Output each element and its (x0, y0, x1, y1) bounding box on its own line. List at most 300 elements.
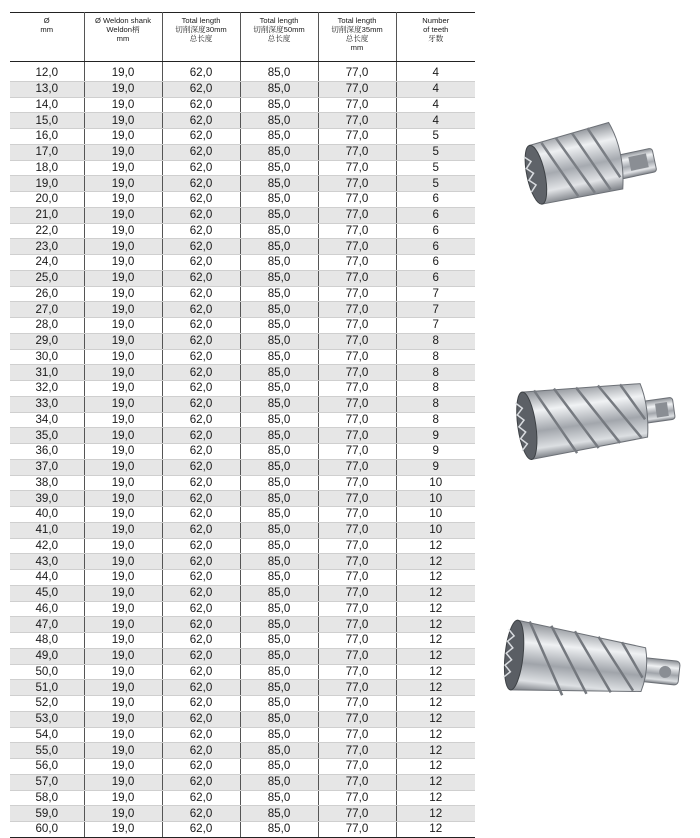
table-row (10, 365, 475, 381)
table-row (10, 585, 475, 601)
cell-total-length-30: 62,0 (162, 412, 240, 428)
cell-diameter: 26,0 (10, 286, 84, 302)
cell-teeth: 4 (396, 97, 475, 113)
table-row (10, 412, 475, 428)
cell-total-length-50: 85,0 (240, 554, 318, 570)
cell-total-length-50: 85,0 (240, 160, 318, 176)
table-row (10, 144, 475, 160)
cell-diameter: 38,0 (10, 475, 84, 491)
cell-weldon-shank: 19,0 (84, 459, 162, 475)
cell-total-length-30: 62,0 (162, 617, 240, 633)
cell-total-length-50: 85,0 (240, 428, 318, 444)
cell-total-length-35: 77,0 (318, 302, 396, 318)
cell-total-length-50: 85,0 (240, 365, 318, 381)
cell-total-length-50: 85,0 (240, 381, 318, 397)
cell-teeth: 12 (396, 727, 475, 743)
header-total-length-50: Total length 切削深度50mm 总长度 (240, 13, 318, 62)
cell-diameter: 51,0 (10, 680, 84, 696)
cell-weldon-shank: 19,0 (84, 144, 162, 160)
cell-total-length-50: 85,0 (240, 97, 318, 113)
cell-weldon-shank: 19,0 (84, 711, 162, 727)
cell-diameter: 34,0 (10, 412, 84, 428)
cell-weldon-shank: 19,0 (84, 333, 162, 349)
cell-weldon-shank: 19,0 (84, 286, 162, 302)
cell-total-length-35: 77,0 (318, 160, 396, 176)
cell-total-length-50: 85,0 (240, 412, 318, 428)
table-row (10, 459, 475, 475)
cell-total-length-30: 62,0 (162, 554, 240, 570)
table-row (10, 428, 475, 444)
cell-weldon-shank: 19,0 (84, 239, 162, 255)
cell-teeth: 6 (396, 207, 475, 223)
cell-diameter: 23,0 (10, 239, 84, 255)
cell-diameter: 58,0 (10, 790, 84, 806)
cell-teeth: 12 (396, 696, 475, 712)
cell-total-length-35: 77,0 (318, 239, 396, 255)
cell-teeth: 12 (396, 743, 475, 759)
cell-weldon-shank: 19,0 (84, 129, 162, 145)
table-row (10, 711, 475, 727)
cell-teeth: 7 (396, 286, 475, 302)
cell-diameter: 25,0 (10, 270, 84, 286)
header-total-length-35: Total length 切削深度35mm 总长度 mm (318, 13, 396, 62)
cell-total-length-50: 85,0 (240, 302, 318, 318)
cell-total-length-30: 62,0 (162, 318, 240, 334)
cell-total-length-30: 62,0 (162, 664, 240, 680)
cell-weldon-shank: 19,0 (84, 428, 162, 444)
cell-diameter: 55,0 (10, 743, 84, 759)
cell-total-length-50: 85,0 (240, 444, 318, 460)
cell-weldon-shank: 19,0 (84, 727, 162, 743)
cell-teeth: 12 (396, 570, 475, 586)
cell-teeth: 6 (396, 223, 475, 239)
table-row (10, 302, 475, 318)
table-row (10, 522, 475, 538)
cell-total-length-35: 77,0 (318, 270, 396, 286)
table-row (10, 333, 475, 349)
cell-diameter: 41,0 (10, 522, 84, 538)
cell-total-length-35: 77,0 (318, 648, 396, 664)
cell-total-length-30: 62,0 (162, 570, 240, 586)
cell-total-length-50: 85,0 (240, 349, 318, 365)
cell-teeth: 4 (396, 81, 475, 97)
cell-total-length-50: 85,0 (240, 176, 318, 192)
table-row (10, 192, 475, 208)
cell-total-length-30: 62,0 (162, 790, 240, 806)
cell-total-length-50: 85,0 (240, 617, 318, 633)
cell-total-length-35: 77,0 (318, 790, 396, 806)
cell-teeth: 5 (396, 129, 475, 145)
cell-diameter: 44,0 (10, 570, 84, 586)
cell-total-length-30: 62,0 (162, 727, 240, 743)
cell-teeth: 5 (396, 176, 475, 192)
cell-teeth: 8 (396, 333, 475, 349)
cell-total-length-50: 85,0 (240, 822, 318, 838)
cell-teeth: 8 (396, 412, 475, 428)
cell-total-length-30: 62,0 (162, 66, 240, 81)
table-row (10, 822, 475, 838)
table-row (10, 475, 475, 491)
cell-total-length-30: 62,0 (162, 365, 240, 381)
table-row (10, 81, 475, 97)
cell-diameter: 54,0 (10, 727, 84, 743)
cell-diameter: 59,0 (10, 806, 84, 822)
cell-weldon-shank: 19,0 (84, 160, 162, 176)
cell-total-length-50: 85,0 (240, 570, 318, 586)
cell-weldon-shank: 19,0 (84, 570, 162, 586)
cell-diameter: 46,0 (10, 601, 84, 617)
cell-total-length-35: 77,0 (318, 333, 396, 349)
cell-total-length-35: 77,0 (318, 522, 396, 538)
cell-weldon-shank: 19,0 (84, 396, 162, 412)
cell-total-length-35: 77,0 (318, 806, 396, 822)
cell-diameter: 15,0 (10, 113, 84, 129)
cell-weldon-shank: 19,0 (84, 349, 162, 365)
cell-weldon-shank: 19,0 (84, 412, 162, 428)
cell-teeth: 12 (396, 601, 475, 617)
cell-total-length-30: 62,0 (162, 806, 240, 822)
cell-weldon-shank: 19,0 (84, 822, 162, 838)
cell-teeth: 8 (396, 349, 475, 365)
table-row (10, 444, 475, 460)
cell-total-length-50: 85,0 (240, 396, 318, 412)
cell-diameter: 52,0 (10, 696, 84, 712)
cell-weldon-shank: 19,0 (84, 475, 162, 491)
cell-weldon-shank: 19,0 (84, 743, 162, 759)
header-diameter: Ø mm (10, 13, 84, 62)
table-row (10, 318, 475, 334)
cell-total-length-50: 85,0 (240, 66, 318, 81)
cell-total-length-35: 77,0 (318, 192, 396, 208)
cell-total-length-30: 62,0 (162, 239, 240, 255)
cell-teeth: 12 (396, 554, 475, 570)
cell-weldon-shank: 19,0 (84, 302, 162, 318)
cell-diameter: 24,0 (10, 255, 84, 271)
cell-teeth: 5 (396, 144, 475, 160)
cell-weldon-shank: 19,0 (84, 790, 162, 806)
cell-total-length-50: 85,0 (240, 318, 318, 334)
table-row (10, 727, 475, 743)
cell-teeth: 10 (396, 507, 475, 523)
cell-total-length-35: 77,0 (318, 711, 396, 727)
cell-diameter: 36,0 (10, 444, 84, 460)
cell-teeth: 8 (396, 381, 475, 397)
table-row (10, 648, 475, 664)
cell-total-length-35: 77,0 (318, 633, 396, 649)
cell-weldon-shank: 19,0 (84, 207, 162, 223)
specification-table (10, 12, 475, 838)
cell-total-length-50: 85,0 (240, 806, 318, 822)
cell-total-length-30: 62,0 (162, 538, 240, 554)
cell-weldon-shank: 19,0 (84, 365, 162, 381)
cell-diameter: 60,0 (10, 822, 84, 838)
cell-diameter: 22,0 (10, 223, 84, 239)
cell-teeth: 12 (396, 711, 475, 727)
cell-total-length-30: 62,0 (162, 160, 240, 176)
annular-cutter-long-image (500, 612, 688, 708)
cell-weldon-shank: 19,0 (84, 97, 162, 113)
table-row (10, 633, 475, 649)
cell-teeth: 12 (396, 774, 475, 790)
cell-total-length-50: 85,0 (240, 459, 318, 475)
cell-teeth: 12 (396, 585, 475, 601)
cell-teeth: 8 (396, 396, 475, 412)
table-row (10, 601, 475, 617)
cell-weldon-shank: 19,0 (84, 696, 162, 712)
table-body (10, 66, 475, 837)
header-row (10, 13, 475, 62)
cell-total-length-50: 85,0 (240, 333, 318, 349)
table-row (10, 617, 475, 633)
table-row (10, 774, 475, 790)
cell-total-length-35: 77,0 (318, 459, 396, 475)
cell-total-length-35: 77,0 (318, 444, 396, 460)
cell-total-length-30: 62,0 (162, 759, 240, 775)
cell-weldon-shank: 19,0 (84, 664, 162, 680)
cell-teeth: 10 (396, 475, 475, 491)
cell-weldon-shank: 19,0 (84, 507, 162, 523)
cell-total-length-30: 62,0 (162, 144, 240, 160)
cell-diameter: 28,0 (10, 318, 84, 334)
cell-total-length-50: 85,0 (240, 81, 318, 97)
table-row (10, 696, 475, 712)
cell-total-length-50: 85,0 (240, 144, 318, 160)
cell-diameter: 35,0 (10, 428, 84, 444)
cell-total-length-50: 85,0 (240, 774, 318, 790)
cell-teeth: 12 (396, 806, 475, 822)
cell-total-length-30: 62,0 (162, 333, 240, 349)
cell-diameter: 18,0 (10, 160, 84, 176)
cell-total-length-30: 62,0 (162, 680, 240, 696)
cell-total-length-35: 77,0 (318, 759, 396, 775)
cell-total-length-50: 85,0 (240, 192, 318, 208)
cell-diameter: 17,0 (10, 144, 84, 160)
cell-total-length-30: 62,0 (162, 255, 240, 271)
cell-total-length-30: 62,0 (162, 396, 240, 412)
cell-total-length-50: 85,0 (240, 727, 318, 743)
cell-weldon-shank: 19,0 (84, 585, 162, 601)
cell-total-length-30: 62,0 (162, 585, 240, 601)
cell-weldon-shank: 19,0 (84, 176, 162, 192)
cell-total-length-35: 77,0 (318, 680, 396, 696)
cell-teeth: 4 (396, 66, 475, 81)
cell-diameter: 30,0 (10, 349, 84, 365)
cell-diameter: 31,0 (10, 365, 84, 381)
cell-weldon-shank: 19,0 (84, 680, 162, 696)
cell-weldon-shank: 19,0 (84, 192, 162, 208)
cell-total-length-30: 62,0 (162, 522, 240, 538)
annular-cutter-short-image (517, 106, 667, 216)
cell-total-length-30: 62,0 (162, 633, 240, 649)
table-row (10, 570, 475, 586)
cell-weldon-shank: 19,0 (84, 66, 162, 81)
cell-total-length-50: 85,0 (240, 113, 318, 129)
cell-total-length-35: 77,0 (318, 255, 396, 271)
cell-diameter: 57,0 (10, 774, 84, 790)
cell-total-length-35: 77,0 (318, 66, 396, 81)
cell-total-length-50: 85,0 (240, 648, 318, 664)
cell-total-length-50: 85,0 (240, 711, 318, 727)
cell-weldon-shank: 19,0 (84, 617, 162, 633)
cell-weldon-shank: 19,0 (84, 318, 162, 334)
table-row (10, 491, 475, 507)
cell-diameter: 39,0 (10, 491, 84, 507)
cell-total-length-50: 85,0 (240, 633, 318, 649)
cell-teeth: 6 (396, 192, 475, 208)
cell-diameter: 40,0 (10, 507, 84, 523)
cell-teeth: 12 (396, 617, 475, 633)
cell-total-length-50: 85,0 (240, 759, 318, 775)
cell-diameter: 32,0 (10, 381, 84, 397)
cell-diameter: 56,0 (10, 759, 84, 775)
cell-total-length-35: 77,0 (318, 396, 396, 412)
cell-diameter: 13,0 (10, 81, 84, 97)
cell-diameter: 42,0 (10, 538, 84, 554)
cell-teeth: 12 (396, 822, 475, 838)
cell-total-length-50: 85,0 (240, 207, 318, 223)
table-row (10, 790, 475, 806)
cell-weldon-shank: 19,0 (84, 223, 162, 239)
table-row (10, 176, 475, 192)
cell-total-length-30: 62,0 (162, 207, 240, 223)
cell-total-length-50: 85,0 (240, 223, 318, 239)
cell-total-length-35: 77,0 (318, 475, 396, 491)
cell-total-length-50: 85,0 (240, 790, 318, 806)
cell-diameter: 21,0 (10, 207, 84, 223)
cell-total-length-50: 85,0 (240, 491, 318, 507)
cell-diameter: 19,0 (10, 176, 84, 192)
cell-total-length-35: 77,0 (318, 144, 396, 160)
cell-total-length-50: 85,0 (240, 522, 318, 538)
cell-total-length-50: 85,0 (240, 507, 318, 523)
cell-total-length-35: 77,0 (318, 318, 396, 334)
cell-diameter: 47,0 (10, 617, 84, 633)
table-row (10, 270, 475, 286)
cell-total-length-30: 62,0 (162, 349, 240, 365)
cell-weldon-shank: 19,0 (84, 522, 162, 538)
cell-diameter: 14,0 (10, 97, 84, 113)
cell-total-length-30: 62,0 (162, 270, 240, 286)
cell-teeth: 12 (396, 648, 475, 664)
cell-weldon-shank: 19,0 (84, 81, 162, 97)
cell-total-length-30: 62,0 (162, 302, 240, 318)
cell-total-length-35: 77,0 (318, 365, 396, 381)
cell-total-length-35: 77,0 (318, 601, 396, 617)
cell-total-length-30: 62,0 (162, 444, 240, 460)
cell-diameter: 29,0 (10, 333, 84, 349)
cell-total-length-35: 77,0 (318, 507, 396, 523)
table-row (10, 680, 475, 696)
cell-total-length-35: 77,0 (318, 81, 396, 97)
cell-weldon-shank: 19,0 (84, 759, 162, 775)
cell-total-length-30: 62,0 (162, 81, 240, 97)
table-row (10, 207, 475, 223)
cell-weldon-shank: 19,0 (84, 648, 162, 664)
table-row (10, 160, 475, 176)
cell-total-length-30: 62,0 (162, 601, 240, 617)
cell-total-length-30: 62,0 (162, 822, 240, 838)
table-row (10, 349, 475, 365)
cell-total-length-50: 85,0 (240, 680, 318, 696)
cell-total-length-30: 62,0 (162, 475, 240, 491)
table-row (10, 538, 475, 554)
cell-diameter: 49,0 (10, 648, 84, 664)
cell-total-length-35: 77,0 (318, 822, 396, 838)
cell-total-length-30: 62,0 (162, 491, 240, 507)
cell-weldon-shank: 19,0 (84, 774, 162, 790)
cell-total-length-30: 62,0 (162, 428, 240, 444)
cell-teeth: 8 (396, 365, 475, 381)
header-number-of-teeth: Number of teeth 牙数 (396, 13, 475, 62)
cell-total-length-35: 77,0 (318, 223, 396, 239)
cell-diameter: 43,0 (10, 554, 84, 570)
cell-teeth: 6 (396, 270, 475, 286)
cell-total-length-50: 85,0 (240, 743, 318, 759)
cell-total-length-50: 85,0 (240, 255, 318, 271)
table-row (10, 255, 475, 271)
cell-diameter: 16,0 (10, 129, 84, 145)
cell-total-length-50: 85,0 (240, 270, 318, 286)
table-row (10, 113, 475, 129)
cell-weldon-shank: 19,0 (84, 255, 162, 271)
cell-diameter: 53,0 (10, 711, 84, 727)
table-row (10, 806, 475, 822)
cell-teeth: 12 (396, 790, 475, 806)
cell-total-length-30: 62,0 (162, 113, 240, 129)
table-row (10, 507, 475, 523)
table-row (10, 129, 475, 145)
header-weldon-shank: Ø Weldon shank Weldon柄 mm (84, 13, 162, 62)
table-row (10, 223, 475, 239)
cell-total-length-35: 77,0 (318, 97, 396, 113)
cell-teeth: 7 (396, 302, 475, 318)
cell-diameter: 37,0 (10, 459, 84, 475)
cell-teeth: 7 (396, 318, 475, 334)
table-row (10, 286, 475, 302)
table-row (10, 66, 475, 81)
cell-weldon-shank: 19,0 (84, 538, 162, 554)
cell-total-length-50: 85,0 (240, 696, 318, 712)
cell-teeth: 9 (396, 459, 475, 475)
cell-total-length-30: 62,0 (162, 648, 240, 664)
cell-diameter: 33,0 (10, 396, 84, 412)
cell-total-length-35: 77,0 (318, 381, 396, 397)
table-row (10, 664, 475, 680)
cell-weldon-shank: 19,0 (84, 806, 162, 822)
cell-teeth: 10 (396, 491, 475, 507)
cell-weldon-shank: 19,0 (84, 601, 162, 617)
cell-total-length-35: 77,0 (318, 207, 396, 223)
table-row (10, 743, 475, 759)
cell-total-length-30: 62,0 (162, 129, 240, 145)
cell-total-length-30: 62,0 (162, 774, 240, 790)
cell-total-length-50: 85,0 (240, 601, 318, 617)
cell-total-length-35: 77,0 (318, 412, 396, 428)
cell-total-length-50: 85,0 (240, 239, 318, 255)
cell-weldon-shank: 19,0 (84, 444, 162, 460)
cell-total-length-35: 77,0 (318, 554, 396, 570)
cell-total-length-35: 77,0 (318, 664, 396, 680)
cell-total-length-35: 77,0 (318, 585, 396, 601)
cell-total-length-35: 77,0 (318, 743, 396, 759)
cell-total-length-35: 77,0 (318, 113, 396, 129)
table-row (10, 97, 475, 113)
cell-teeth: 12 (396, 759, 475, 775)
cell-total-length-35: 77,0 (318, 176, 396, 192)
cell-diameter: 45,0 (10, 585, 84, 601)
cell-total-length-30: 62,0 (162, 711, 240, 727)
annular-cutter-medium-image (512, 366, 682, 466)
